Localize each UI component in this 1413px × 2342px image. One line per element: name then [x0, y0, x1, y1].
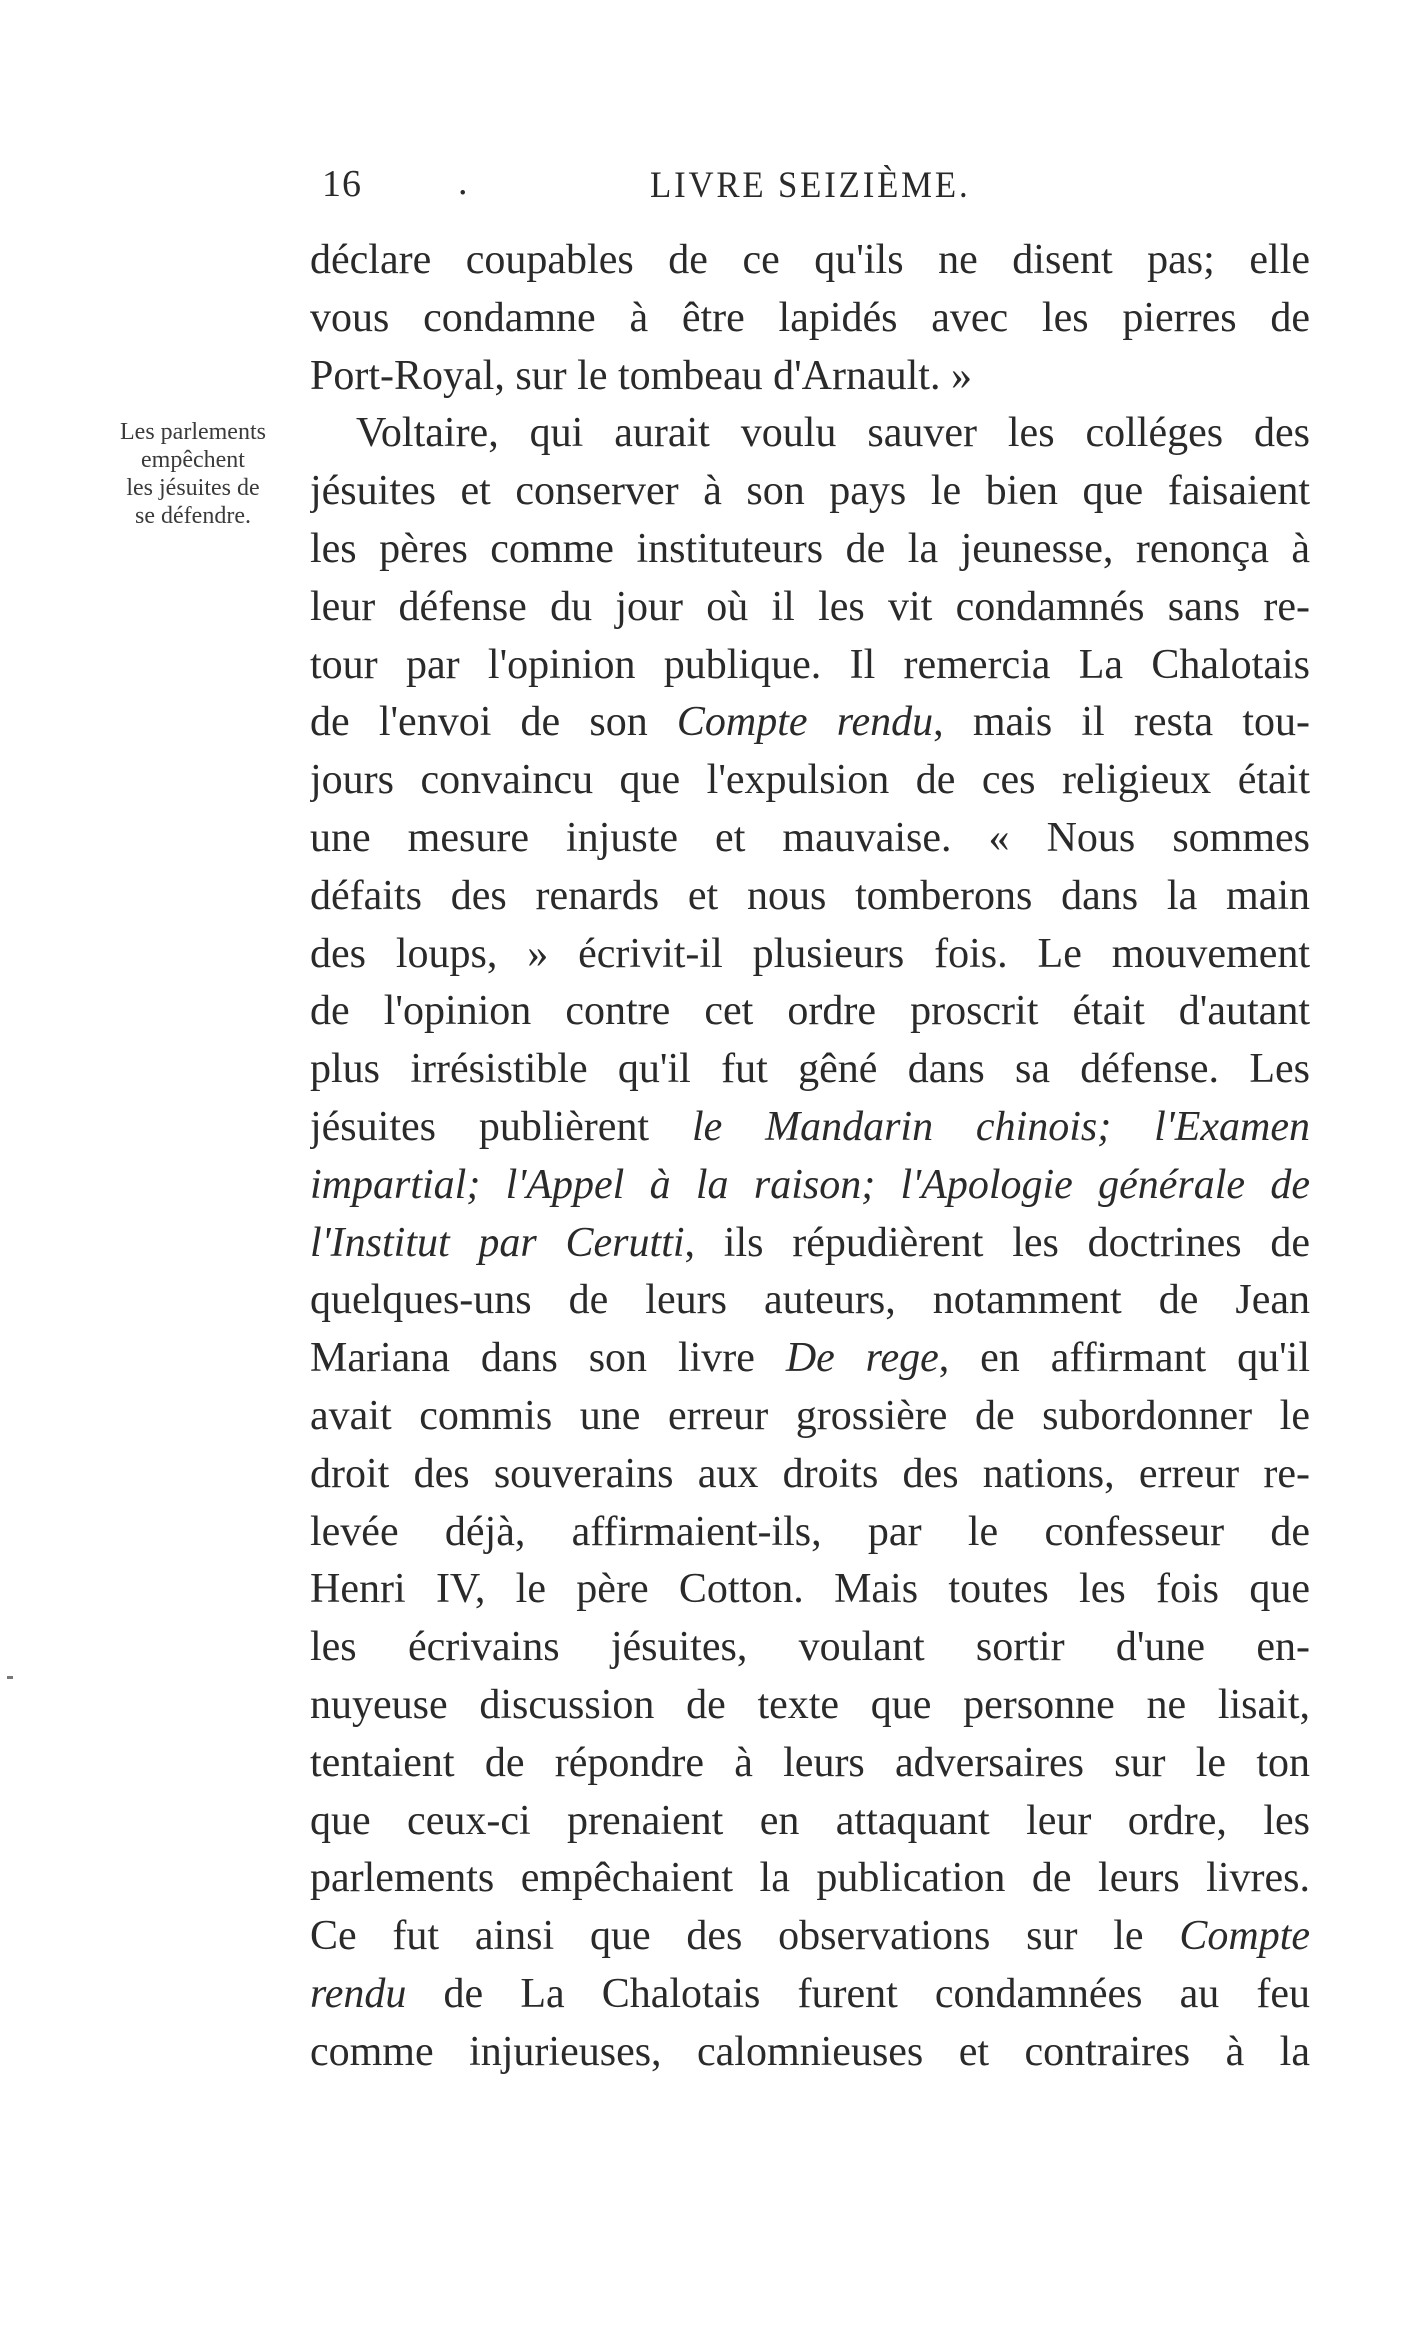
text-line	[310, 1793, 1310, 1851]
text-run: des loups, » écrivit-il plusieurs fois. Le mouvement	[310, 930, 1310, 977]
body-text	[310, 232, 1310, 2082]
text-run: de l'envoi de son	[310, 699, 677, 746]
italic-title: rendu	[310, 1970, 407, 2017]
page-number: 16	[322, 163, 362, 205]
text-line	[310, 290, 1310, 348]
text-run: , ils répudièrent les doctrines de	[684, 1219, 1310, 1266]
text-run: les pères comme instituteurs de la jeunesse, renonça à	[310, 525, 1310, 572]
text-run: de La Chalotais furent condamnées au feu	[406, 1970, 1310, 2017]
text-line	[310, 1330, 1310, 1388]
text-line	[310, 926, 1310, 984]
text-line	[310, 2024, 1310, 2082]
text-run: Mariana dans son livre	[310, 1335, 786, 1382]
text-line	[310, 1677, 1310, 1735]
text-run: nuyeuse discussion de texte que personne ne lisait,	[310, 1681, 1310, 1728]
text-line	[310, 1619, 1310, 1677]
text-line	[310, 637, 1310, 695]
text-line	[310, 1735, 1310, 1793]
italic-title: l'Institut par Cerutti	[310, 1219, 685, 1266]
italic-title: Compte rendu	[676, 699, 934, 746]
margin-note-line: Les parlements	[120, 419, 266, 445]
text-line	[310, 1099, 1310, 1157]
text-line	[310, 752, 1310, 810]
text-line	[310, 232, 1310, 290]
text-line	[310, 521, 1310, 579]
italic-title: Compte	[1179, 1913, 1310, 1960]
text-run: comme injurieuses, calomnieuses et contraires à la	[310, 2028, 1310, 2075]
text-run: les écrivains jésuites, voulant sortir d'une en-	[310, 1624, 1310, 1671]
text-line	[310, 1272, 1310, 1330]
text-run: jours convaincu que l'expulsion de ces religieux était	[310, 757, 1310, 804]
text-run: Henri IV, le père Cotton. Mais toutes les fois que	[310, 1566, 1310, 1613]
text-run: leur défense du jour où il les vit condamnés sans re-	[310, 583, 1310, 630]
text-line	[310, 463, 1310, 521]
text-line	[310, 1561, 1310, 1619]
italic-title: le Mandarin chinois; l'Examen	[691, 1103, 1310, 1150]
text-run: une mesure injuste et mauvaise. « Nous sommes	[310, 814, 1310, 861]
text-line	[310, 1388, 1310, 1446]
text-run: , mais il resta tou-	[933, 699, 1310, 746]
text-run: avait commis une erreur grossière de subordonner le	[310, 1392, 1310, 1439]
text-run: quelques-uns de leurs auteurs, notamment de Jean	[310, 1277, 1310, 1324]
text-line	[310, 1446, 1310, 1504]
text-run: Voltaire, qui aurait voulu sauver les colléges des	[356, 410, 1310, 457]
text-line	[310, 1041, 1310, 1099]
text-line	[310, 348, 1310, 406]
text-line	[310, 1850, 1310, 1908]
running-title: LIVRE SEIZIÈME.	[650, 165, 971, 206]
print-mark	[7, 1676, 13, 1679]
text-run: parlements empêchaient la publication de leurs livres.	[310, 1855, 1310, 1902]
margin-note-line: les jésuites de	[126, 475, 260, 501]
text-run: , en affirmant qu'il	[938, 1335, 1310, 1382]
text-line	[310, 868, 1310, 926]
margin-note-line: empêchent	[141, 447, 245, 473]
text-run: levée déjà, affirmaient-ils, par le confesseur de	[310, 1508, 1310, 1555]
text-line	[310, 1157, 1310, 1215]
text-run: Ce fut ainsi que des observations sur le	[310, 1913, 1180, 1960]
text-run: déclare coupables de ce qu'ils ne disent pas; elle	[310, 237, 1310, 283]
text-line	[310, 810, 1310, 868]
text-run: tour par l'opinion publique. Il remercia La Chalotais	[310, 641, 1310, 688]
italic-title: impartial; l'Appel à la raison; l'Apologie générale de	[310, 1161, 1310, 1208]
text-run: droit des souverains aux droits des nations, erreur re-	[310, 1450, 1310, 1497]
text-run: Port-Royal, sur le tombeau d'Arnault. »	[310, 352, 972, 399]
text-run: jésuites publièrent	[310, 1103, 692, 1150]
text-line	[310, 694, 1310, 752]
text-run: de l'opinion contre cet ordre proscrit était d'autant	[310, 988, 1310, 1035]
text-line	[310, 405, 1310, 463]
italic-title: De rege	[785, 1335, 939, 1382]
text-line	[310, 983, 1310, 1041]
text-run: plus irrésistible qu'il fut gêné dans sa défense. Les	[310, 1046, 1310, 1093]
text-line	[310, 1504, 1310, 1562]
header-separator: .	[458, 161, 468, 203]
text-run: tentaient de répondre à leurs adversaires sur le ton	[310, 1739, 1310, 1786]
text-line	[310, 1966, 1310, 2024]
text-line	[310, 1215, 1310, 1273]
margin-note-line: se défendre.	[135, 503, 251, 529]
text-run: défaits des renards et nous tomberons dans la main	[310, 872, 1310, 919]
text-line	[310, 1908, 1310, 1966]
text-run: vous condamne à être lapidés avec les pierres de	[310, 294, 1310, 341]
text-run: que ceux-ci prenaient en attaquant leur ordre, les	[310, 1797, 1310, 1844]
text-run: jésuites et conserver à son pays le bien que faisaient	[310, 468, 1310, 515]
margin-note	[78, 418, 308, 530]
text-line	[310, 579, 1310, 637]
